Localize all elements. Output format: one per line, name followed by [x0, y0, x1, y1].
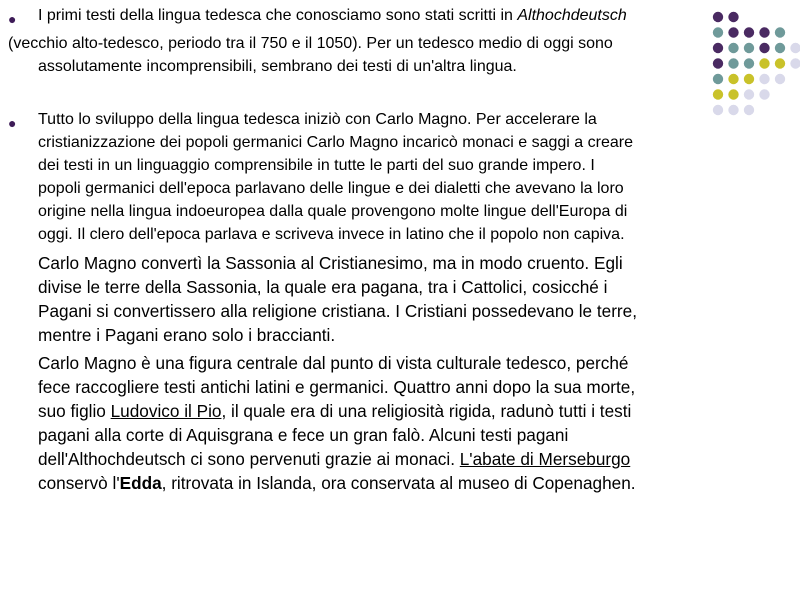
decorative-dot	[713, 105, 723, 115]
p2-line-3: dei testi in un linguaggio comprensibile in tutte le parti del suo grande impero. I	[38, 157, 595, 174]
decorative-dot	[744, 58, 754, 68]
bullet-icon: ●	[8, 11, 17, 27]
decorative-dot	[759, 74, 769, 84]
decorative-dot	[713, 89, 723, 99]
paragraph-1-line-2: (vecchio alto-tedesco, periodo tra il 750 e il 1050). Per un tedesco medio di oggi sono	[8, 35, 613, 52]
p3-line-1: Carlo Magno convertì la Sassonia al Cristianesimo, ma in modo cruento. Egli	[38, 253, 623, 273]
decorative-dot	[744, 105, 754, 115]
p3-line-3: Pagani si convertissero alla religione cristiana. I Cristiani possedevano le terre,	[38, 301, 637, 321]
paragraph-4-line-1: Carlo Magno è una figura centrale dal punto di vista culturale tedesco, perché	[38, 353, 629, 373]
abate-di-merseburgo-link[interactable]: L'abate di Merseburgo	[459, 449, 631, 469]
decorative-dot	[728, 105, 738, 115]
decorative-dot	[713, 43, 723, 53]
decorative-dot	[744, 27, 754, 37]
paragraph-1-line-3: assolutamente incomprensibili, sembrano dei testi di un'altra lingua.	[38, 58, 517, 75]
decorative-dot	[728, 12, 738, 22]
decorative-dot	[728, 58, 738, 68]
p3-line-2: divise le terre della Sassonia, la quale era pagana, tra i Cattolici, cosicché i	[38, 277, 608, 297]
paragraph-4-line-4: pagani alla corte di Aquisgrana e fece un gran falò. Alcuni testi pagani	[38, 425, 569, 445]
decorative-dot	[728, 89, 738, 99]
decorative-dot	[713, 58, 723, 68]
decorative-dot	[713, 12, 723, 22]
bullet-icon: ●	[8, 115, 17, 131]
decorative-dot	[713, 74, 723, 84]
paragraph-4-line-6: conservò l'Edda, ritrovata in Islanda, ora conservata al museo di Copenaghen.	[38, 473, 636, 493]
decorative-dot	[744, 74, 754, 84]
decorative-dot	[744, 43, 754, 53]
decorative-dot	[775, 43, 785, 53]
decorative-dot	[775, 74, 785, 84]
decorative-dot	[759, 89, 769, 99]
decorative-dot	[790, 58, 800, 68]
paragraph-4-line-3: suo figlio Ludovico il Pio, il quale era di una religiosità rigida, radunò tutti i testi	[38, 401, 632, 421]
decorative-dot	[759, 43, 769, 53]
decorative-dot	[728, 74, 738, 84]
althochdeutsch-term: Althochdeutsch	[517, 7, 627, 24]
paragraph-4-line-5: dell'Althochdeutsch ci sono pervenuti grazie ai monaci. L'abate di Merseburgo	[38, 449, 631, 469]
paragraph-1-text: I primi testi della lingua tedesca che conosciamo sono stati scritti in	[38, 7, 518, 24]
edda-term: Edda	[119, 473, 162, 493]
p2-line-1: Tutto lo sviluppo della lingua tedesca iniziò con Carlo Magno. Per accelerare la	[38, 111, 597, 128]
decorative-dot	[790, 43, 800, 53]
p2-line-5: origine nella lingua indoeuropea dalla quale provengono molte lingue dell'Europa di	[38, 203, 628, 220]
decorative-dot	[759, 27, 769, 37]
decorative-dot	[728, 43, 738, 53]
decorative-dot	[728, 27, 738, 37]
decorative-dot	[713, 27, 723, 37]
paragraph-1-line-1	[38, 7, 627, 25]
decorative-dot	[775, 58, 785, 68]
ludovico-il-pio-link[interactable]: Ludovico il Pio	[110, 401, 222, 421]
decorative-dot	[775, 27, 785, 37]
p2-line-2: cristianizzazione dei popoli germanici Carlo Magno incaricò monaci e saggi a creare	[38, 134, 633, 151]
p2-line-6: oggi. Il clero dell'epoca parlava e scriveva invece in latino che il popolo non capiva.	[38, 226, 625, 243]
p2-line-4: popoli germanici dell'epoca parlavano delle lingue e dei dialetti che avevano la loro	[38, 180, 624, 197]
decorative-dot	[744, 89, 754, 99]
decorative-dot	[759, 58, 769, 68]
paragraph-4-line-2: fece raccogliere testi antichi latini e germanici. Quattro anni dopo la sua morte,	[38, 377, 636, 397]
p3-line-4: mentre i Pagani erano solo i braccianti.	[38, 325, 336, 345]
